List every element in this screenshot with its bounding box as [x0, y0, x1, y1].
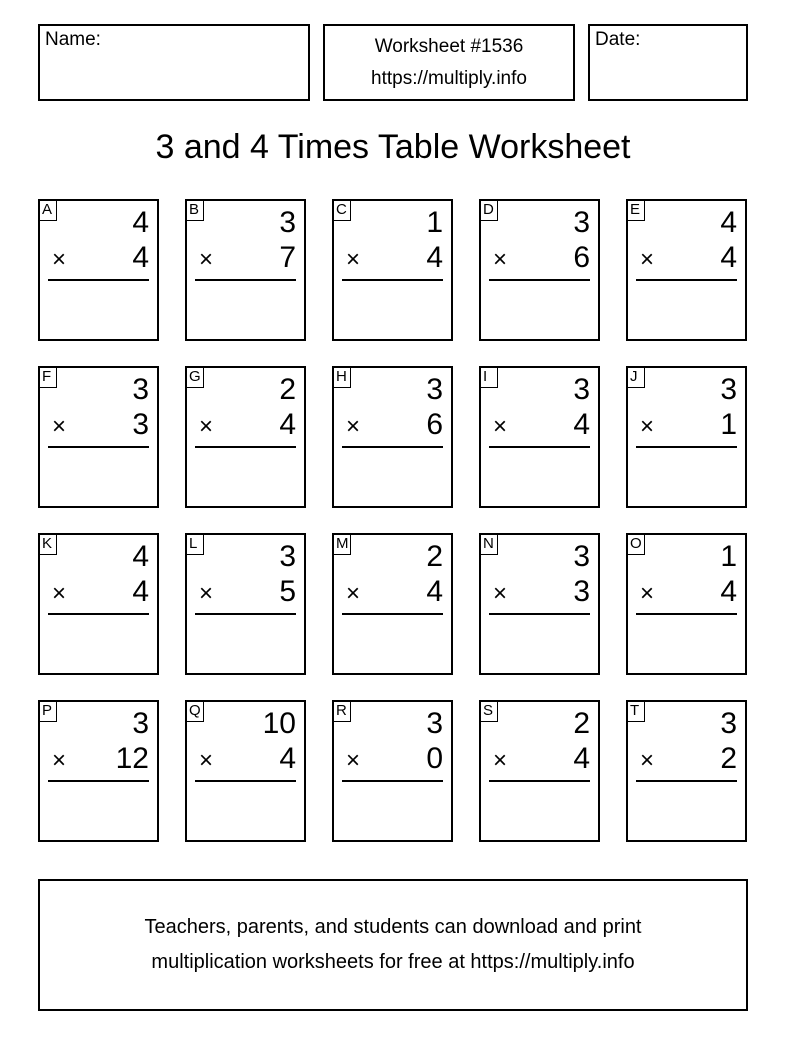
problem-card[interactable]	[479, 199, 600, 341]
problem-letter: J	[626, 366, 645, 388]
multiplier: 4	[132, 575, 149, 608]
multiplicand: 3	[132, 373, 149, 406]
problem-card[interactable]	[185, 533, 306, 675]
times-sign: ×	[493, 246, 508, 273]
multiplier: 5	[279, 575, 296, 608]
answer-line	[48, 279, 149, 281]
times-sign: ×	[346, 747, 361, 774]
multiplicand: 1	[720, 540, 737, 573]
answer-line	[48, 613, 149, 615]
answer-line	[489, 279, 590, 281]
problem-letter: E	[626, 199, 645, 221]
times-sign: ×	[493, 747, 508, 774]
answer-line	[636, 613, 737, 615]
problem-letter: F	[38, 366, 57, 388]
name-box[interactable]	[38, 24, 310, 101]
multiplicand: 3	[720, 707, 737, 740]
problem-letter: G	[185, 366, 204, 388]
worksheet-info-box	[323, 24, 575, 101]
times-sign: ×	[346, 413, 361, 440]
multiplicand: 1	[426, 206, 443, 239]
problem-card[interactable]	[479, 533, 600, 675]
answer-line	[636, 780, 737, 782]
times-sign: ×	[199, 413, 214, 440]
worksheet-number: Worksheet #1536	[374, 36, 524, 57]
problem-card[interactable]	[479, 366, 600, 508]
multiplier: 4	[426, 575, 443, 608]
multiplier: 4	[426, 241, 443, 274]
problem-letter: A	[38, 199, 57, 221]
multiplicand: 3	[279, 540, 296, 573]
problem-letter: M	[332, 533, 351, 555]
problem-letter: H	[332, 366, 351, 388]
times-sign: ×	[199, 580, 214, 607]
answer-line	[636, 279, 737, 281]
multiplier: 3	[132, 408, 149, 441]
problem-letter: P	[38, 700, 57, 722]
times-sign: ×	[640, 413, 655, 440]
multiplier: 7	[279, 241, 296, 274]
multiplier: 4	[279, 742, 296, 775]
times-sign: ×	[640, 580, 655, 607]
problem-card[interactable]	[626, 366, 747, 508]
multiplicand: 3	[573, 540, 590, 573]
answer-line	[342, 279, 443, 281]
multiplicand: 3	[279, 206, 296, 239]
problem-letter: K	[38, 533, 57, 555]
answer-line	[342, 780, 443, 782]
problem-letter: L	[185, 533, 204, 555]
problem-letter: Q	[185, 700, 204, 722]
problem-letter: T	[626, 700, 645, 722]
times-sign: ×	[493, 580, 508, 607]
multiplicand: 10	[262, 707, 296, 740]
date-box[interactable]	[588, 24, 748, 101]
date-label: Date:	[595, 29, 641, 50]
multiplier: 3	[573, 575, 590, 608]
times-sign: ×	[346, 246, 361, 273]
problem-card[interactable]	[185, 199, 306, 341]
answer-line	[636, 446, 737, 448]
answer-line	[48, 446, 149, 448]
times-sign: ×	[346, 580, 361, 607]
multiplier: 4	[573, 408, 590, 441]
name-label: Name:	[45, 29, 101, 50]
multiplier: 1	[720, 408, 737, 441]
footer-line-1: Teachers, parents, and students can download and print	[144, 916, 642, 938]
times-sign: ×	[52, 580, 67, 607]
multiplier: 4	[132, 241, 149, 274]
times-sign: ×	[640, 747, 655, 774]
times-sign: ×	[199, 747, 214, 774]
answer-line	[48, 780, 149, 782]
problem-letter: D	[479, 199, 498, 221]
answer-line	[342, 613, 443, 615]
problem-card[interactable]	[38, 366, 159, 508]
multiplicand: 2	[279, 373, 296, 406]
multiplicand: 4	[720, 206, 737, 239]
answer-line	[489, 613, 590, 615]
problem-letter: O	[626, 533, 645, 555]
multiplicand: 2	[573, 707, 590, 740]
problem-card[interactable]	[38, 199, 159, 341]
multiplier: 4	[573, 742, 590, 775]
problem-letter: S	[479, 700, 498, 722]
problem-card[interactable]	[185, 366, 306, 508]
problem-card[interactable]	[332, 533, 453, 675]
multiplier: 12	[115, 742, 149, 775]
multiplicand: 3	[573, 206, 590, 239]
problem-card[interactable]	[38, 700, 159, 842]
problem-letter: R	[332, 700, 351, 722]
page-title: 3 and 4 Times Table Worksheet	[155, 128, 631, 166]
problem-card[interactable]	[332, 199, 453, 341]
worksheet-url: https://multiply.info	[371, 68, 527, 89]
problem-card[interactable]	[332, 366, 453, 508]
times-sign: ×	[493, 413, 508, 440]
problem-card[interactable]	[479, 700, 600, 842]
multiplier: 0	[426, 742, 443, 775]
times-sign: ×	[199, 246, 214, 273]
footer-box	[38, 879, 748, 1011]
multiplier: 4	[720, 241, 737, 274]
times-sign: ×	[52, 246, 67, 273]
problem-letter: N	[479, 533, 498, 555]
problem-card[interactable]	[626, 533, 747, 675]
multiplier: 6	[573, 241, 590, 274]
times-sign: ×	[52, 747, 67, 774]
problem-letter: C	[332, 199, 351, 221]
times-sign: ×	[640, 246, 655, 273]
answer-line	[342, 446, 443, 448]
footer-line-2: multiplication worksheets for free at https://multiply.info	[151, 951, 635, 973]
answer-line	[195, 613, 296, 615]
multiplicand: 2	[426, 540, 443, 573]
multiplicand: 3	[573, 373, 590, 406]
multiplicand: 3	[426, 707, 443, 740]
times-sign: ×	[52, 413, 67, 440]
answer-line	[195, 446, 296, 448]
multiplicand: 4	[132, 540, 149, 573]
multiplicand: 3	[426, 373, 443, 406]
answer-line	[489, 780, 590, 782]
answer-line	[489, 446, 590, 448]
problem-card[interactable]	[185, 700, 306, 842]
multiplier: 4	[720, 575, 737, 608]
multiplier: 2	[720, 742, 737, 775]
problem-letter: B	[185, 199, 204, 221]
multiplier: 4	[279, 408, 296, 441]
problem-letter: I	[479, 366, 498, 388]
problem-card[interactable]	[38, 533, 159, 675]
answer-line	[195, 279, 296, 281]
multiplicand: 3	[132, 707, 149, 740]
problem-card[interactable]	[332, 700, 453, 842]
multiplicand: 3	[720, 373, 737, 406]
multiplier: 6	[426, 408, 443, 441]
problem-card[interactable]	[626, 199, 747, 341]
problem-card[interactable]	[626, 700, 747, 842]
answer-line	[195, 780, 296, 782]
multiplicand: 4	[132, 206, 149, 239]
